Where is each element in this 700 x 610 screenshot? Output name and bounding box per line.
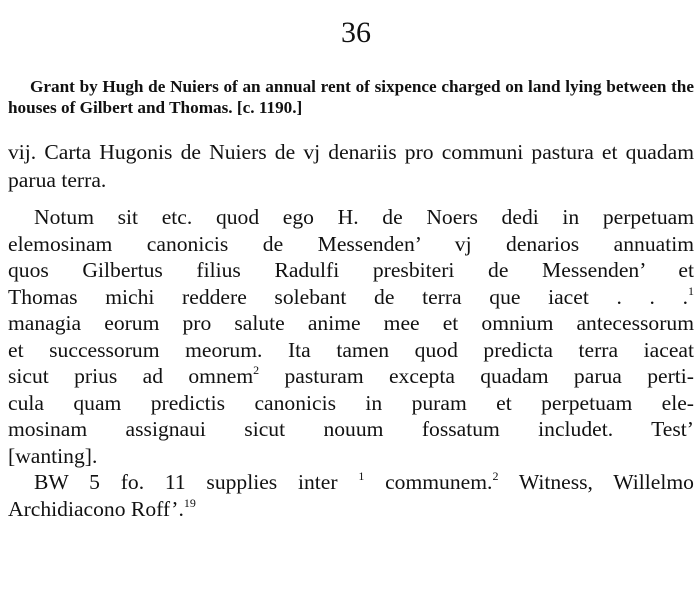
note-line <box>8 469 694 496</box>
charter-text-line <box>8 363 694 390</box>
footnote-marker: 2 <box>492 469 499 483</box>
charter-text-line: elemosinam canonicis de Messenden’ vj denarios annuatim <box>8 231 694 256</box>
charter-heading-line-1: vij. Carta Hugonis de Nuiers de vj denariis pro communi <box>8 140 524 164</box>
footnote-marker: 2 <box>253 363 260 377</box>
charter-text-line: [wanting]. <box>8 443 98 468</box>
summary-line-1: Grant by Hugh de Nuiers of an annual rent of sixpence charged on land <box>30 77 561 96</box>
summary-line-2: lying between the houses of Gilbert and Thomas. [c. 1190.] <box>8 77 694 117</box>
charter-summary <box>8 76 694 118</box>
charter-text-line <box>8 284 694 311</box>
document-page <box>8 0 694 522</box>
charter-text-line: mosinam assignaui sicut nouum fossatum includet. Test’ <box>8 417 694 441</box>
charter-text <box>8 204 694 522</box>
note-fragment: Witness, Willelmo <box>518 470 694 494</box>
charter-text-fragment: sicut prius ad omnem <box>8 364 254 388</box>
footnote-marker: 1 <box>688 283 694 298</box>
note-fragment: communem. <box>385 470 493 494</box>
charter-text-line: cula quam predictis canonicis in puram et perpetuam ele- <box>8 390 694 415</box>
charter-text-line: quos Gilbertus filius Radulfi presbiteri de Messenden’ et <box>8 258 694 282</box>
charter-text-line: managia eorum pro salute anime mee et omnium antecessorum <box>8 311 694 335</box>
charter-text-fragment: Thomas michi reddere solebant de terra que iacet . . . <box>8 284 688 309</box>
charter-text-fragment: pasturam excepta quadam parua perti- <box>284 364 694 388</box>
note-fragment: BW 5 fo. 11 supplies inter <box>34 470 338 494</box>
charter-text-line: et successorum meorum. Ita tamen quod predicta terra iaceat <box>8 337 694 362</box>
note-line <box>8 496 694 523</box>
footnote-marker: 1 <box>358 469 365 483</box>
charter-heading-line-2: pastura et quadam parua terra. <box>8 140 695 192</box>
note-fragment: Archidiacono Roff’. <box>8 496 184 521</box>
page-number: 36 <box>341 16 371 49</box>
charter-text-line: Notum sit etc. quod ego H. de Noers dedi in perpetuam <box>34 205 694 229</box>
footnote-marker: 19 <box>183 495 196 510</box>
charter-heading <box>8 138 694 194</box>
